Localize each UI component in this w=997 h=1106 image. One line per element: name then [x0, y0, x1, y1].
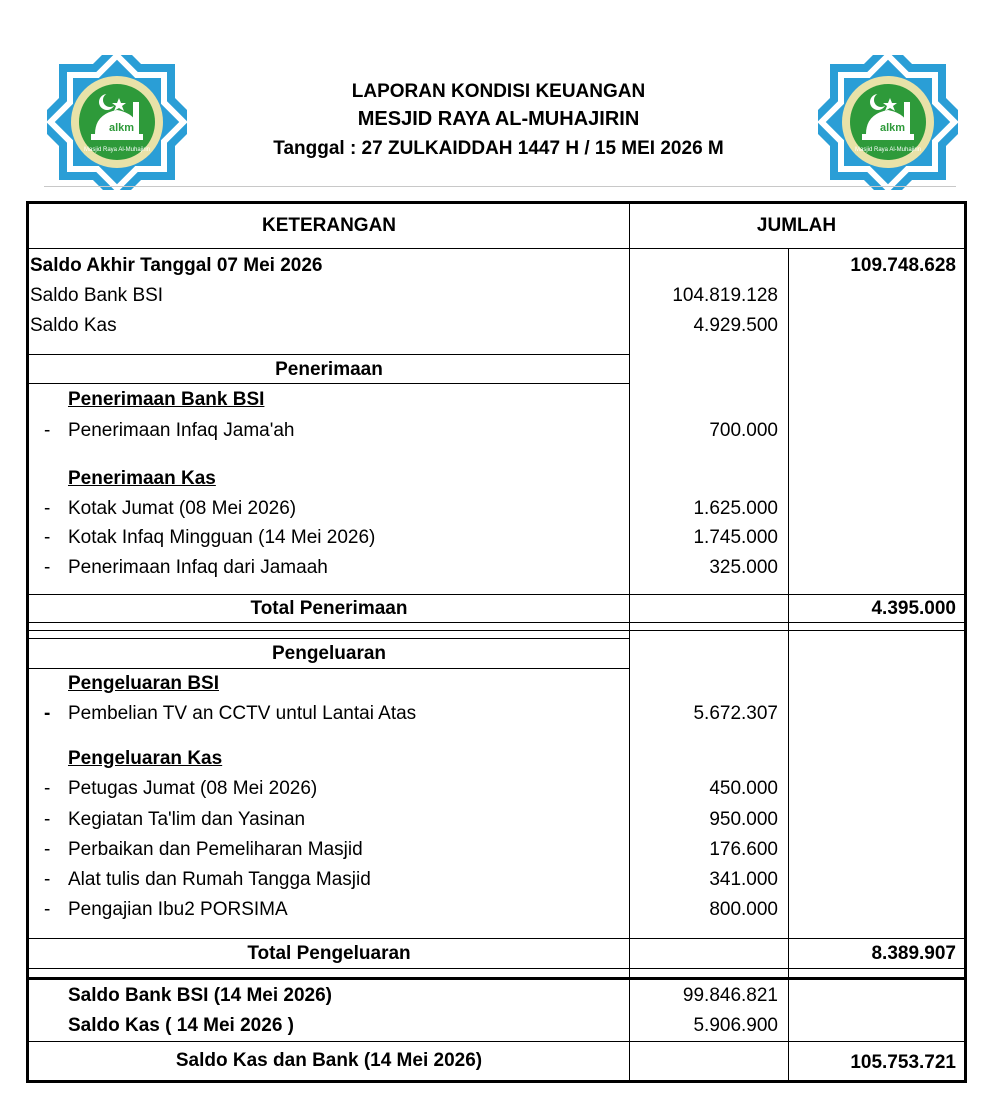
line-gap-pengeluaran: [29, 977, 964, 980]
pengeluaran-kas-item-label: Alat tulis dan Rumah Tangga Masjid: [68, 869, 371, 890]
svg-text:alkm: alkm: [109, 122, 135, 134]
pengeluaran-kas-item-label: Petugas Jumat (08 Mei 2026): [68, 778, 318, 799]
header-row-line: [29, 248, 964, 249]
saldo-akhir-bank-label: Saldo Bank BSI (14 Mei 2026): [68, 985, 332, 1006]
mosque-name: MESJID RAYA AL-MUHAJIRIN: [357, 108, 640, 130]
header-divider: [44, 186, 956, 187]
penerimaan-kas-heading: Penerimaan Kas: [68, 468, 216, 489]
pengeluaran-bank-item-label: Pembelian TV an CCTV untul Lantai Atas: [68, 703, 417, 724]
pengeluaran-bank-item-dash: -: [44, 703, 51, 724]
penerimaan-kas-item-label: Kotak Jumat (08 Mei 2026): [68, 498, 297, 519]
pengeluaran-bank-heading: Pengeluaran BSI: [68, 673, 219, 694]
report-titles: [200, 80, 797, 164]
saldo-awal-bank-value: 104.819.128: [672, 285, 778, 306]
saldo-awal-bank-label: Saldo Bank BSI: [30, 285, 164, 306]
pengeluaran-heading: Pengeluaran: [271, 643, 387, 664]
pengeluaran-kas-item-label: Perbaikan dan Pemeliharan Masjid: [68, 839, 363, 860]
svg-text:Masjid Raya Al-Muhajirin: Masjid Raya Al-Muhajirin: [854, 147, 922, 153]
saldo-akhir-kas-value: 5.906.900: [693, 1015, 778, 1036]
pengeluaran-kas-item-dash: -: [44, 809, 51, 830]
mosque-logo-left: [47, 55, 187, 190]
saldo-akhir-total-label: Saldo Kas dan Bank (14 Mei 2026): [175, 1050, 483, 1071]
line-after-penerimaan: [29, 383, 629, 384]
line-gap-penerimaan: [29, 630, 964, 631]
penerimaan-kas-item-value: 1.625.000: [693, 498, 778, 519]
penerimaan-kas-item-label: Penerimaan Infaq dari Jamaah: [68, 557, 328, 578]
penerimaan-bank-heading: Penerimaan Bank BSI: [68, 389, 265, 410]
line-after-total-pengeluaran: [29, 968, 964, 969]
total-pengeluaran-label: Total Pengeluaran: [247, 943, 411, 964]
pengeluaran-kas-item-dash: -: [44, 899, 51, 920]
penerimaan-bank-item-value: 700.000: [709, 420, 778, 441]
saldo-awal-kas-label: Saldo Kas: [30, 315, 117, 336]
pengeluaran-bank-item-value: 5.672.307: [693, 703, 778, 724]
saldo-awal-total: 109.748.628: [850, 255, 956, 276]
penerimaan-kas-item-dash: -: [44, 557, 51, 578]
total-pengeluaran-value: 8.389.907: [871, 943, 956, 964]
report-header: [0, 0, 997, 200]
saldo-awal-label: Saldo Akhir Tanggal 07 Mei 2026: [30, 255, 323, 276]
penerimaan-bank-item-label: Penerimaan Infaq Jama'ah: [68, 420, 295, 441]
mosque-logo-right: [818, 55, 958, 190]
pengeluaran-kas-item-value: 950.000: [709, 809, 778, 830]
report-date: Tanggal : 27 ZULKAIDDAH 1447 H / 15 MEI 2026 M: [273, 138, 724, 159]
pengeluaran-kas-item-value: 341.000: [709, 869, 778, 890]
pengeluaran-kas-item-dash: -: [44, 869, 51, 890]
saldo-akhir-bank-value: 99.846.821: [682, 985, 778, 1006]
report-title: LAPORAN KONDISI KEUANGAN: [351, 81, 646, 102]
pengeluaran-kas-item-value: 450.000: [709, 778, 778, 799]
line-before-total-penerimaan: [29, 594, 964, 595]
pengeluaran-kas-heading: Pengeluaran Kas: [68, 748, 223, 769]
penerimaan-kas-item-dash: -: [44, 498, 51, 519]
col-header-jumlah: JUMLAH: [756, 215, 837, 236]
line-after-total-penerimaan: [29, 622, 964, 623]
penerimaan-bank-item-dash: -: [44, 420, 51, 441]
line-before-penerimaan: [29, 354, 629, 355]
col-header-keterangan: KETERANGAN: [261, 215, 397, 236]
svg-text:Masjid Raya Al-Muhajirin: Masjid Raya Al-Muhajirin: [83, 147, 151, 153]
pengeluaran-kas-item-label: Kegiatan Ta'lim dan Yasinan: [68, 809, 306, 830]
saldo-akhir-total-value: 105.753.721: [850, 1052, 956, 1073]
saldo-awal-kas-value: 4.929.500: [693, 315, 778, 336]
penerimaan-kas-item-value: 325.000: [709, 557, 778, 578]
penerimaan-kas-item-label: Kotak Infaq Mingguan (14 Mei 2026): [68, 527, 376, 548]
pengeluaran-kas-item-value: 176.600: [709, 839, 778, 860]
penerimaan-kas-item-dash: -: [44, 527, 51, 548]
line-after-pengeluaran: [29, 668, 629, 669]
saldo-akhir-kas-label: Saldo Kas ( 14 Mei 2026 ): [68, 1015, 294, 1036]
finance-table: [26, 201, 967, 1083]
pengeluaran-kas-item-dash: -: [44, 778, 51, 799]
penerimaan-heading: Penerimaan: [275, 359, 383, 380]
total-penerimaan-label: Total Penerimaan: [250, 598, 408, 619]
line-before-pengeluaran: [29, 638, 629, 639]
pengeluaran-kas-item-label: Pengajian Ibu2 PORSIMA: [68, 899, 288, 920]
penerimaan-kas-item-value: 1.745.000: [693, 527, 778, 548]
pengeluaran-kas-item-dash: -: [44, 839, 51, 860]
line-before-total-pengeluaran: [29, 938, 964, 939]
svg-text:alkm: alkm: [880, 122, 906, 134]
pengeluaran-kas-item-value: 800.000: [709, 899, 778, 920]
line-before-final-total: [29, 1041, 964, 1042]
total-penerimaan-value: 4.395.000: [871, 598, 956, 619]
